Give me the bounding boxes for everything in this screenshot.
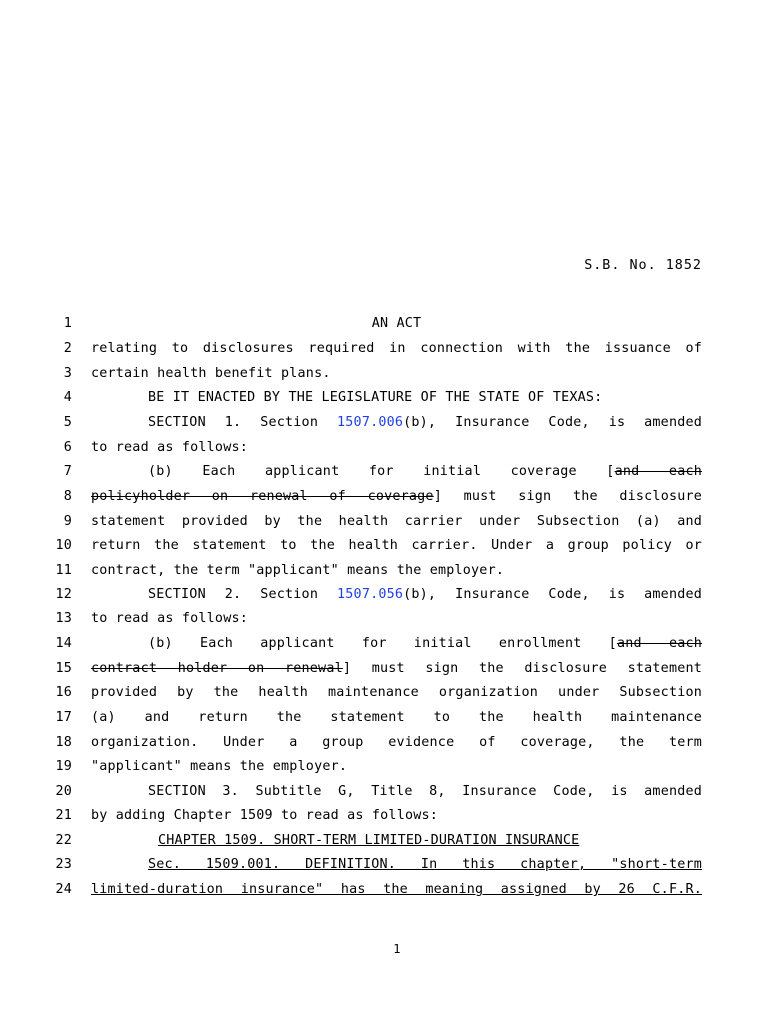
text-segment: (b) Each applicant for initial enrollment [ — [148, 636, 617, 651]
line-number: 17 — [55, 710, 72, 725]
line-number: 15 — [55, 661, 72, 676]
text-line — [0, 538, 770, 560]
line-text — [91, 538, 702, 553]
text-segment: contract, the term "applicant" means the employer. — [91, 563, 505, 578]
text-line — [0, 661, 770, 683]
text-line — [0, 833, 770, 855]
text-segment: relating to disclosures required in connection with the issuance of — [91, 341, 702, 356]
line-number: 9 — [63, 514, 72, 529]
line-number: 14 — [55, 636, 72, 651]
text-line — [0, 784, 770, 806]
line-text — [91, 366, 702, 381]
line-text — [91, 784, 702, 799]
line-number: 3 — [63, 366, 72, 381]
text-line — [0, 514, 770, 536]
added-text: Sec. 1509.001. DEFINITION. In this chapter, "short-term — [148, 857, 702, 872]
line-number: 19 — [55, 759, 72, 774]
line-text — [91, 833, 702, 848]
line-text — [91, 759, 702, 774]
text-segment: (b) Each applicant for initial coverage [ — [148, 464, 615, 479]
text-segment: to read as follows: — [91, 440, 248, 455]
line-text — [91, 341, 702, 356]
text-line — [0, 390, 770, 412]
text-line — [0, 808, 770, 830]
line-text — [91, 685, 702, 700]
line-text — [91, 636, 702, 651]
line-number: 23 — [55, 857, 72, 872]
line-text — [91, 415, 702, 430]
line-number: 11 — [55, 563, 72, 578]
text-line — [0, 489, 770, 511]
line-number: 1 — [63, 316, 72, 331]
added-text: CHAPTER 1509. SHORT-TERM LIMITED-DURATION INSURANCE — [158, 833, 580, 848]
line-text — [91, 390, 702, 405]
text-segment: to read as follows: — [91, 611, 248, 626]
text-segment: SECTION 1. Section — [148, 415, 338, 430]
text-line — [0, 710, 770, 732]
text-line — [0, 685, 770, 707]
text-line — [0, 735, 770, 757]
text-line — [0, 857, 770, 879]
text-segment: return the statement to the health carrier. Under a group policy or — [91, 538, 702, 553]
line-number: 20 — [55, 784, 72, 799]
text-line — [0, 636, 770, 658]
line-text — [91, 611, 702, 626]
text-segment: ] must sign the disclosure — [433, 489, 703, 504]
text-segment: certain health benefit plans. — [91, 366, 331, 381]
bill-number: S.B. No. 1852 — [584, 258, 702, 273]
line-number: 13 — [55, 611, 72, 626]
line-number: 5 — [63, 415, 72, 430]
line-number: 18 — [55, 735, 72, 750]
text-segment: statement provided by the health carrier under Subsection (a) and — [91, 514, 702, 529]
line-text — [91, 563, 702, 578]
text-segment: "applicant" means the employer. — [91, 759, 348, 774]
line-number: 2 — [63, 341, 72, 356]
text-line — [0, 587, 770, 609]
text-line — [0, 759, 770, 781]
text-line — [0, 611, 770, 633]
text-line — [0, 563, 770, 585]
line-text — [91, 882, 702, 897]
text-line — [0, 440, 770, 462]
line-text — [91, 514, 702, 529]
line-text — [91, 735, 702, 750]
line-text — [91, 710, 702, 725]
text-line — [0, 464, 770, 486]
line-text — [91, 857, 702, 872]
text-segment: ] must sign the disclosure statement — [342, 661, 702, 676]
text-segment: AN ACT — [371, 316, 422, 331]
line-text — [91, 464, 702, 479]
line-number: 8 — [63, 489, 72, 504]
line-number: 4 — [63, 390, 72, 405]
text-line — [0, 882, 770, 904]
line-number: 24 — [55, 882, 72, 897]
statute-link[interactable]: 1507.056 — [337, 587, 404, 602]
page-number: 1 — [393, 942, 401, 956]
line-number: 6 — [63, 440, 72, 455]
text-line — [0, 341, 770, 363]
line-number: 7 — [63, 464, 72, 479]
statute-link[interactable]: 1507.006 — [337, 415, 404, 430]
line-text — [91, 440, 702, 455]
text-segment: organization. Under a group evidence of coverage, the term — [91, 735, 702, 750]
text-line — [0, 366, 770, 388]
line-text — [91, 489, 702, 504]
deleted-text: policyholder on renewal of coverage — [91, 489, 434, 504]
text-line — [0, 316, 770, 338]
text-segment: SECTION 3. Subtitle G, Title 8, Insurance Code, is amended — [148, 784, 702, 799]
text-segment: BE IT ENACTED BY THE LEGISLATURE OF THE STATE OF TEXAS: — [148, 390, 603, 405]
text-line — [0, 415, 770, 437]
text-segment: (b), Insurance Code, is amended — [403, 587, 702, 602]
line-text — [91, 587, 702, 602]
added-text: limited-duration insurance" has the meaning assigned by 26 C.F.R. — [91, 882, 702, 897]
line-number: 22 — [55, 833, 72, 848]
text-segment: by adding Chapter 1509 to read as follows: — [91, 808, 438, 823]
text-segment: (b), Insurance Code, is amended — [403, 415, 702, 430]
text-segment: SECTION 2. Section — [148, 587, 338, 602]
line-text — [91, 316, 702, 331]
line-text — [91, 808, 702, 823]
deleted-text: and each — [614, 464, 702, 479]
deleted-text: contract holder on renewal — [91, 661, 343, 676]
line-number: 21 — [55, 808, 72, 823]
text-segment: (a) and return the statement to the health maintenance — [91, 710, 702, 725]
line-text — [91, 661, 702, 676]
text-segment: provided by the health maintenance organization under Subsection — [91, 685, 702, 700]
line-number: 16 — [55, 685, 72, 700]
line-number: 10 — [55, 538, 72, 553]
deleted-text: and each — [616, 636, 702, 651]
line-number: 12 — [55, 587, 72, 602]
